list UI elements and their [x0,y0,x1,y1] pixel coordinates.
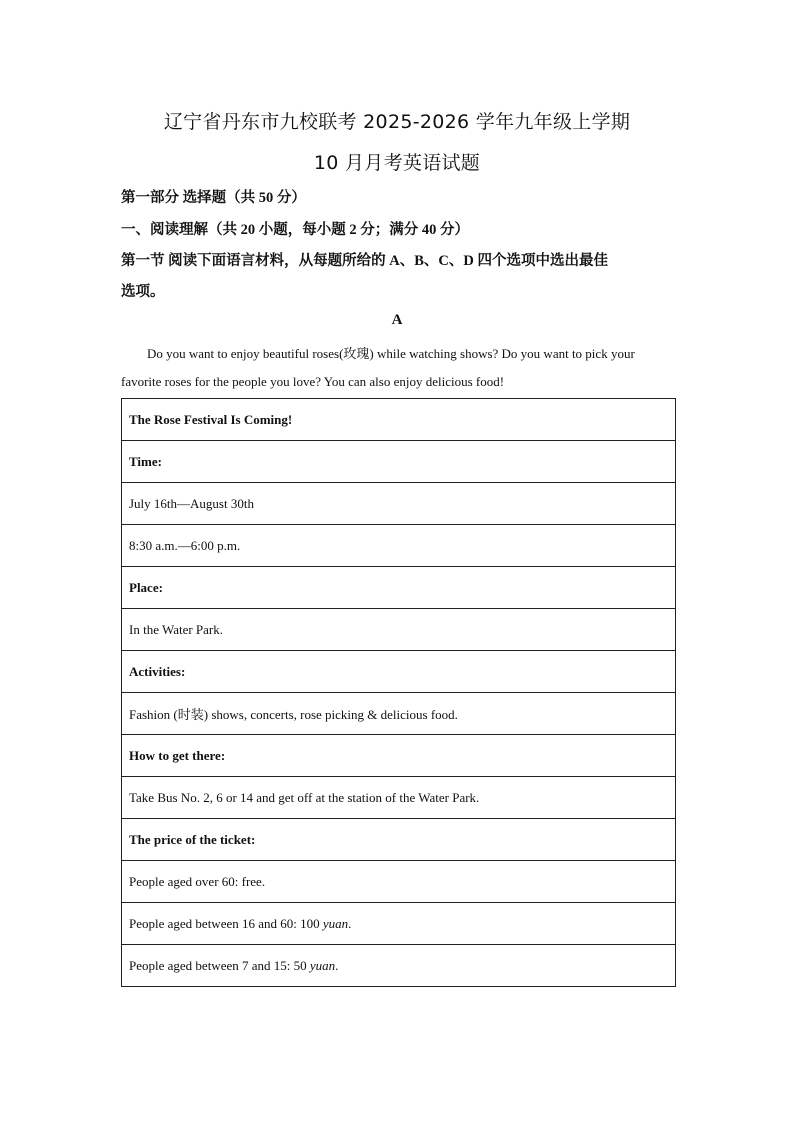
notice-cell-text: July 16th—August 30th [129,495,254,511]
notice-row [122,525,676,567]
section1-instruction-line2: 选项。 [121,284,165,300]
section1-instruction-line1: 第一节 阅读下面语言材料，从每题所给的 A、B、C、D 四个选项中选出最佳 [121,253,608,269]
notice-cell [122,945,676,987]
notice-cell-text: Fashion (时装) shows, concerts, rose picking & delicious food. [129,707,458,722]
notice-row [122,735,676,777]
notice-cell-tail: . [348,915,352,931]
notice-cell [122,693,676,735]
notice-cell-text: The Rose Festival Is Coming! [129,411,293,427]
notice-cell [122,399,676,441]
notice-row [122,693,676,735]
notice-row [122,819,676,861]
notice-row [122,441,676,483]
currency-unit: yuan [322,915,349,931]
notice-cell-text: People aged between 16 and 60: 100 [129,915,323,931]
notice-row [122,609,676,651]
notice-cell-text: Place: [129,579,163,595]
passage-intro-line2: favorite roses for the people you love? You can also enjoy delicious food! [121,374,505,389]
notice-row [122,483,676,525]
notice-cell-text: How to get there: [129,747,226,763]
notice-cell-text: Time: [129,453,162,469]
exam-title-line1: 辽宁省丹东市九校联考 2025-2026 学年九年级上学期 [163,111,631,133]
exam-title-line2: 10 月月考英语试题 [313,152,481,174]
notice-row [122,945,676,987]
notice-cell [122,567,676,609]
notice-cell-tail: . [335,957,339,973]
reading-heading: 一、阅读理解（共 20 小题，每小题 2 分；满分 40 分） [121,222,469,238]
notice-cell-text: In the Water Park. [129,621,224,637]
notice-cell [122,861,676,903]
notice-cell [122,609,676,651]
notice-row [122,399,676,441]
notice-cell-text: Take Bus No. 2, 6 or 14 and get off at the station of the Water Park. [129,789,480,805]
notice-cell [122,903,676,945]
notice-cell [122,777,676,819]
notice-cell-text: People aged over 60: free. [129,873,266,889]
notice-cell [122,441,676,483]
notice-row [122,567,676,609]
notice-cell [122,525,676,567]
notice-cell-text: The price of the ticket: [129,831,256,847]
notice-cell [122,735,676,777]
notice-row [122,651,676,693]
part-heading: 第一部分 选择题（共 50 分） [121,190,306,206]
notice-cell-text: Activities: [129,663,186,679]
notice-cell-text: 8:30 a.m.—6:00 p.m. [129,537,241,553]
notice-row [122,903,676,945]
notice-row [122,861,676,903]
passage-letter: A [391,312,403,328]
notice-cell [122,651,676,693]
passage-intro-line1: Do you want to enjoy beautiful roses(玫瑰) while watching shows? Do you want to pick your [147,346,635,361]
notice-cell [122,483,676,525]
festival-notice-table [121,398,676,987]
notice-cell-text: People aged between 7 and 15: 50 [129,957,310,973]
notice-row [122,777,676,819]
currency-unit: yuan [309,957,336,973]
notice-cell [122,819,676,861]
